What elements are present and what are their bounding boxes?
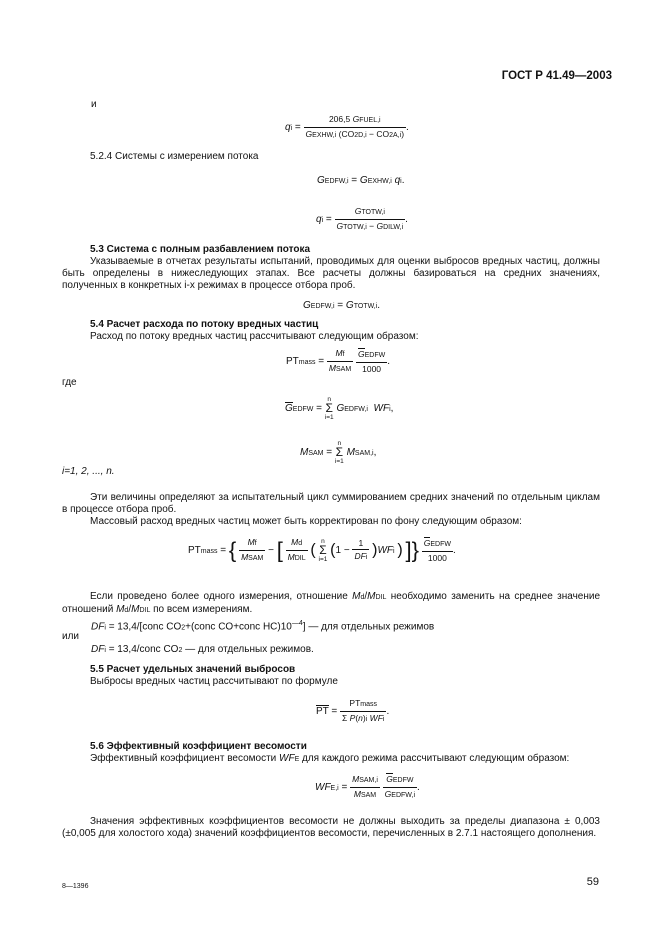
section-5-5-text: Выбросы вредных частиц рассчитывают по формуле bbox=[90, 676, 338, 687]
text-these-values: Эти величины определяют за испытательный цикл суммированием средних значений по отдельным циклам в процессе отбора проб. bbox=[62, 492, 600, 515]
section-5-6-text: Эффективный коэффициент весомости WFE для каждого режима рассчитывают следующим образом: bbox=[90, 753, 570, 764]
text-final: Значения эффективных коэффициентов весомости не должны выходить за пределы диапазона ± 0,003 (±0,005 для холостого хода) значений коэффициентов весомости, перечисленных в 2.7.1 настоящего дополнения. bbox=[62, 816, 600, 839]
formula-wfe: WFE,i = $\frac{\text{MSAM,i}}{\text{MSAM}}$ $\frac{\text{GEDFW}}{\text{GEDFW,i}}$ . bbox=[315, 774, 420, 799]
formula-df-single: DFi = 13,4/[conc CO2+(conc CO+conc $HC)10^{—4}$] — для отдельных режимов bbox=[91, 620, 435, 633]
text-bg-correction: Массовый расход вредных частиц может быть корректирован по фону следующим образом: bbox=[90, 516, 522, 527]
section-5-3-title: 5.3 Система с полным разбавлением потока bbox=[90, 244, 311, 255]
formula-qi-fuel: qi = $\frac{\text{206,5 GFUEL,i}}{\text{GEXHW,i (CO2D,i − CO2A,i)}}$ . bbox=[285, 114, 409, 139]
section-5-6-title: 5.6 Эффективный коэффициент весомости bbox=[90, 741, 307, 752]
print-code: 8—1396 bbox=[62, 883, 89, 890]
formula-msam-sum: MSAM = n Σ i=1 MSAM,i, bbox=[300, 440, 377, 465]
formula-ptmass-corrected: PTmass = { $\frac{Mf}{\text{MSAM}}$ − [ $\frac{Md}{\text{MDIL}}$ ( n Σ i=1 (1 − $\frac{1}{\text{DFi}}$ )WFi ) ]} $\frac{\text{GEDFW}}{1000}$ . bbox=[188, 537, 456, 563]
text-or: или bbox=[62, 631, 80, 642]
formula-gedfw-totw: GEDFW,i = GTOTW,i. bbox=[303, 300, 381, 311]
formula-qi-totw: qi = $\frac{\text{GTOTW,i}}{\text{GTOTW,i − GDILW,i}}$ . bbox=[316, 206, 408, 231]
formula-ptmass: PTmass = $\frac{Mf}{\text{MSAM}}$ $\frac{\text{GEDFW}}{1000}$ . bbox=[286, 348, 390, 374]
formula-gedfw-qi: GEDFW,i = GEXHW,i qi. bbox=[317, 175, 405, 186]
text-more-than-one: Если проведено более одного измерения, отношение Md/MDIL необходимо заменить на среднее значение отношений Md/MDIL по всем измерениям. bbox=[62, 591, 601, 615]
text-i-range: i=1, 2, ..., n. bbox=[62, 466, 115, 477]
section-5-4-title: 5.4 Расчет расхода по потоку вредных частиц bbox=[90, 319, 319, 330]
section-5-4-text: Расход по потоку вредных частиц рассчитывают следующим образом: bbox=[90, 331, 419, 342]
text-where: где bbox=[62, 377, 77, 388]
formula-gedfw-sum: GEDFW = n Σ i=1 GEDFW,i WFi, bbox=[285, 396, 394, 421]
document-header: ГОСТ Р 41.49—2003 bbox=[501, 70, 612, 82]
formula-df-alt: DFi = 13,4/conc CO2 — для отдельных режимов. bbox=[91, 644, 314, 655]
section-5-2-4: 5.2.4 Системы с измерением потока bbox=[90, 151, 259, 162]
section-5-3-text: Указываемые в отчетах результаты испытаний, проводимых для оценки выбросов вредных частиц, должны быть определены в нижеследующих этапах. Все расчеты должны базироваться на средних значениях, полученных в конкретных i-x режимах в процессе отбора проб. bbox=[62, 256, 600, 291]
text-and: и bbox=[91, 99, 97, 110]
formula-pt-specific: PT = $\frac{\text{PTmass}}{\text{Σ P(n)i WFi}}$ . bbox=[316, 698, 390, 723]
page-number: 59 bbox=[586, 876, 599, 888]
section-5-5-title: 5.5 Расчет удельных значений выбросов bbox=[90, 664, 296, 675]
